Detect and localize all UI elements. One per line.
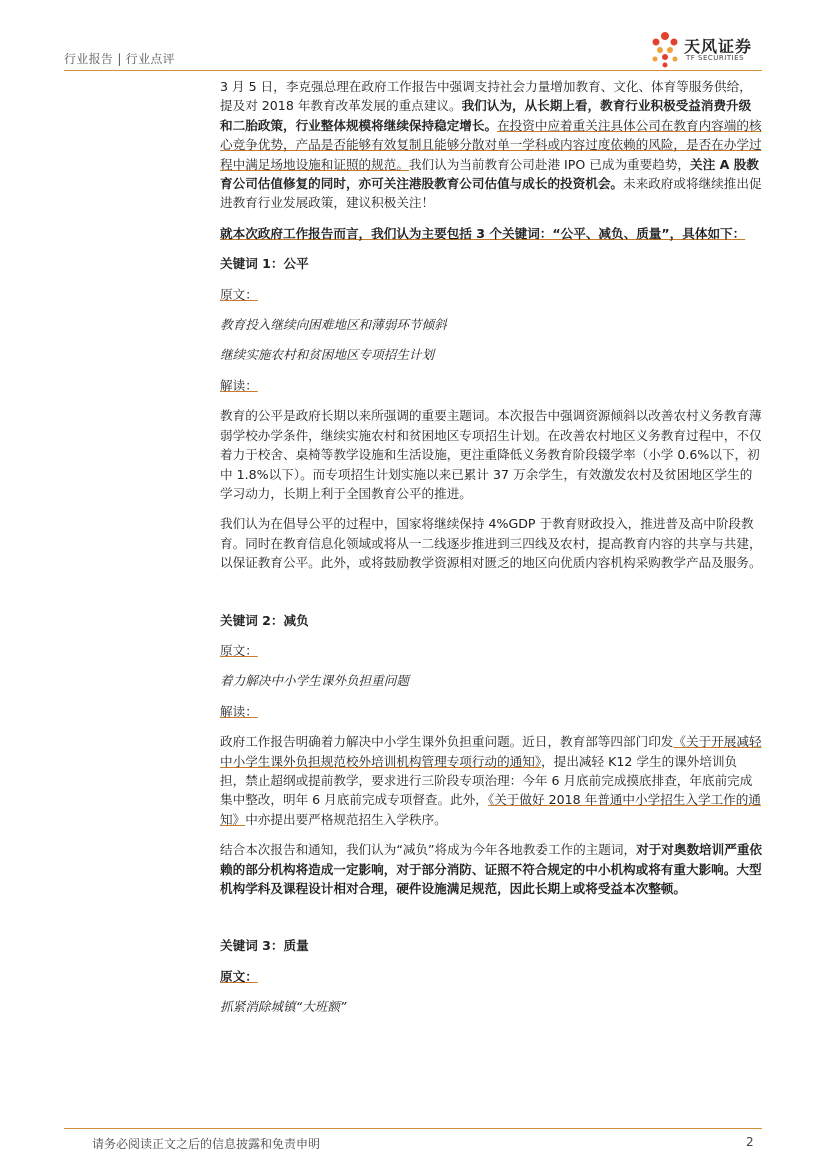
report-header-label: 行业报告 | 行业点评: [64, 52, 175, 66]
kw2-p1-part-c: ，提出减轻 K12 学生的课外培训负担，禁止超纲或提前教学，要求进行三阶段专项治理：今年 6 月底前完成摸底排查，年底前完成集中整改，明年 6 月底前完成专项督查。此外，: [220, 753, 753, 808]
notice-title-link-1: 《关于开展减轻中小学生课外负担规范校外培训机构管理专项行动的通知》: [220, 734, 762, 769]
keywords-intro: 就本次政府工作报告而言，我们认为主要包括 3 个关键词：“公平、减负、质量”，具体如下：: [220, 225, 746, 241]
page-number: 2: [746, 1135, 754, 1149]
opening-sentence-1: 3 月 5 日，李克强总理在政府工作报告中强调支持社会力量增加教育、文化、体育等服务供给，提及对 2018 年教育改革发展的重点建议。: [220, 79, 752, 114]
keyword-2-interpretation-label: 解读：: [220, 703, 258, 719]
keyword-2-quote-1: 着力解决中小学生课外负担重问题: [220, 673, 409, 689]
opening-sentence-2: 我们认为，从长期上看，教育行业积极受益消费升级和二胎政策，行业整体规模将继续保持稳定增长。: [220, 98, 752, 133]
opening-sentence-3: 在投资中应着重关注具体公司在教育内容端的核心竞争优势，产品是否能够有效复制且能够分散对单一学科或内容过度依赖的风险，是否在办学过程中满足场地设施和证照的规范。: [220, 117, 762, 172]
opening-sentence-4: 我们认为当前教育公司赴港 IPO 已成为重要趋势，: [408, 156, 691, 172]
keyword-2-paragraph-1: [220, 732, 762, 829]
keyword-2-original-label: 原文：: [220, 642, 258, 658]
header-divider: [64, 70, 762, 71]
logo-brand-text: 天风证券: [684, 37, 753, 56]
notice-title-link-2: 《关于做好 2018 年普通中小学招生入学工作的通知》: [220, 792, 761, 827]
keyword-1-original-label: 原文：: [220, 286, 258, 302]
opening-sentence-6: 未来政府或将继续推出促进教育行业发展政策，建议积极关注！: [220, 176, 762, 211]
keyword-2-title: 关键词 2：减负: [220, 612, 309, 628]
company-logo: [648, 30, 768, 70]
kw2-p2-part-b: 对于对奥数培训严重依赖的部分机构将造成一定影响，对于部分消防、证照不符合规定的中小机构或将有重大影响。大型机构学科及课程设计相对合理，硬件设施满足规范，因此长期上或将受益本次整顿。: [220, 842, 762, 896]
keyword-2-paragraph-2: [220, 840, 762, 898]
opening-sentence-5: 关注 A 股教育公司估值修复的同时，亦可关注港股教育公司估值与成长的投资机会。: [220, 156, 759, 192]
logo-english-text: TF SECURITIES: [686, 54, 745, 62]
keyword-1-paragraph-2: 我们认为在倡导公平的过程中，国家将继续保持 4%GDP 于教育财政投入，推进普及高中阶段教育。同时在教育信息化领域或将从一二线逐步推进到三四线及农村，提高教育内容的共享与共建，以保证教育公平。此外，或将鼓励教学资源相对匮乏的地区向优质内容机构采购教学产品及服务。: [220, 516, 762, 571]
kw2-p1-part-a: 政府工作报告明确着力解决中小学生课外负担重问题。近日，教育部等四部门印发: [220, 734, 674, 750]
report-body: [220, 77, 762, 1028]
keyword-1-paragraph-1: 教育的公平是政府长期以来所强调的重要主题词。本次报告中强调资源倾斜以改善农村义务教育薄弱学校办学条件，继续实施农村和贫困地区专项招生计划。在改善农村地区义务教育过程中，不仅着力于校舍、桌椅等教学设施和生活设施，更注重降低义务教育阶段辍学率（小学 0.6%以下，初中 1.8%以下）。而专项招生计划实施以来已累计 37 万余学生，有效激发农村及贫困地区学生的学习动力，长期上利于全国教育公平的推进。: [220, 408, 762, 501]
keyword-1-title: 关键词 1：公平: [220, 256, 309, 272]
keyword-1-quote-1: 教育投入继续向困难地区和薄弱环节倾斜: [220, 317, 447, 333]
kw2-p2-part-a: 结合本次报告和通知，我们认为“减负”将成为今年各地教委工作的主题词，: [220, 842, 637, 858]
flower-logo-icon: [648, 30, 682, 70]
opening-paragraph: [220, 77, 762, 213]
keyword-3-original-label: 原文：: [220, 968, 258, 984]
kw2-p1-part-e: 中亦提出要严格规范招生入学秩序。: [245, 811, 447, 827]
keyword-3-title: 关键词 3：质量: [220, 938, 309, 954]
keyword-1-interpretation-label: 解读：: [220, 377, 258, 393]
keyword-1-quote-2: 继续实施农村和贫困地区专项招生计划: [220, 347, 435, 363]
disclaimer-footer: 请务必阅读正文之后的信息披露和免责申明: [92, 1137, 321, 1151]
footer-divider: [64, 1128, 762, 1129]
keyword-3-quote-1: 抓紧消除城镇“大班额”: [220, 999, 347, 1015]
